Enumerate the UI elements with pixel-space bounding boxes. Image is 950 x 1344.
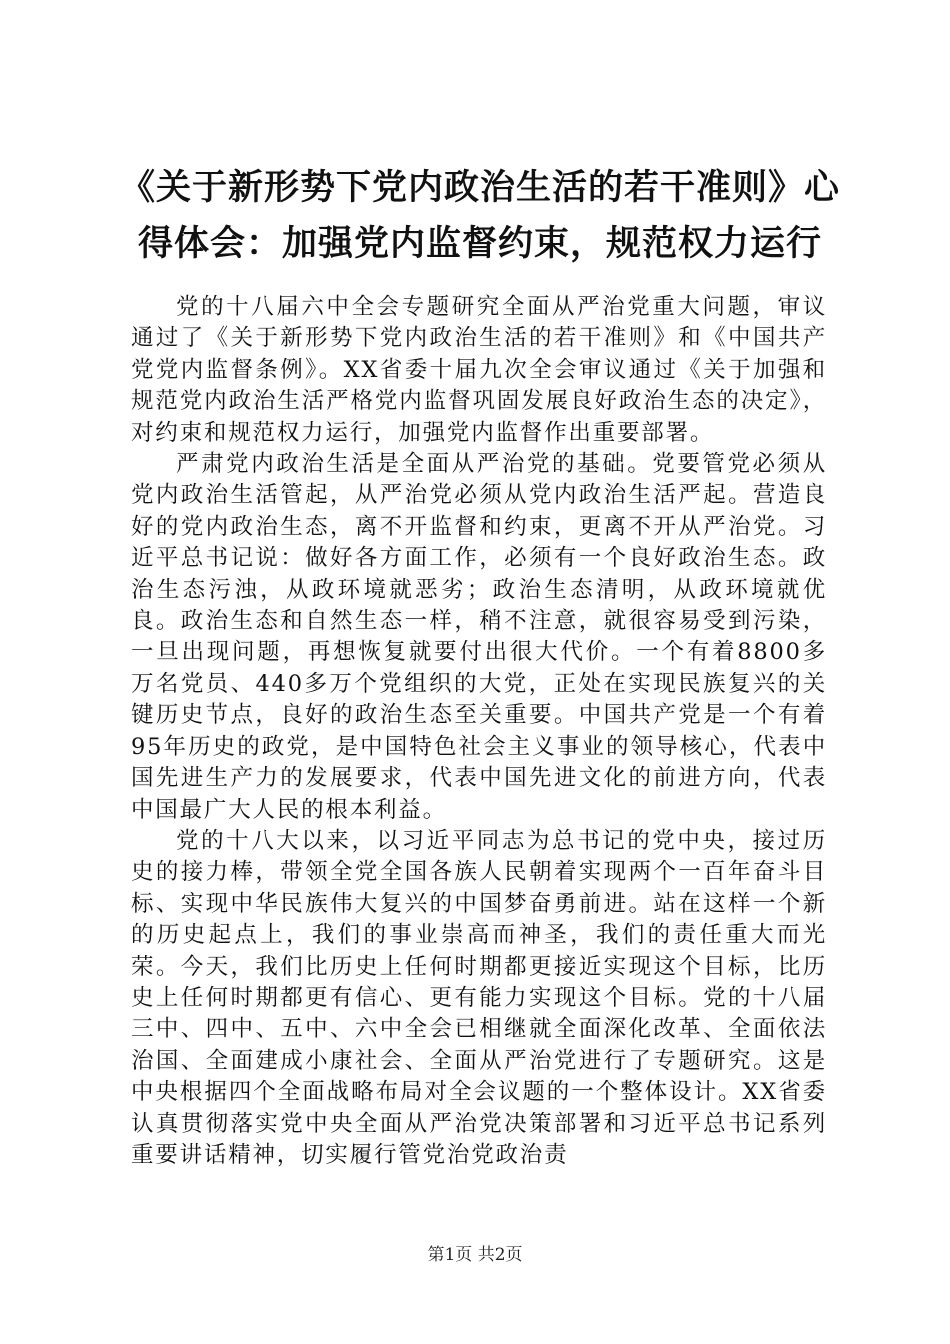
- document-body: [131, 292, 827, 1171]
- paragraph-2: 严肃党内政治生活是全面从严治党的基础。党要管党必须从党内政治生活管起，从严治党必须从党内政治生活严起。营造良好的党内政治生态，离不开监督和约束，更离不开从严治党。习近平总书记说：做好各方面工作，必须有一个良好政治生态。政治生态污浊，从政环境就恶劣；政治生态清明，从政环境就优良。政治生态和自然生态一样，稍不注意，就很容易受到污染，一旦出现问题，再想恢复就要付出很大代价。一个有着8800多万名党员、440多万个党组织的大党，正处在实现民族复兴的关键历史节点，良好的政治生态至关重要。中国共产党是一个有着95年历史的政党，是中国特色社会主义事业的领导核心，代表中国先进生产力的发展要求，代表中国先进文化的前进方向，代表中国最广大人民的根本利益。: [131, 451, 827, 823]
- page-footer: [0, 1243, 950, 1267]
- document-title: 《关于新形势下党内政治生活的若干准则》心得体会：加强党内监督约束，规范权力运行: [120, 167, 841, 264]
- page-number: 第1页 共2页: [427, 1245, 523, 1265]
- paragraph-3: 党的十八大以来，以习近平同志为总书记的党中央，接过历史的接力棒，带领全党全国各族人民朝着实现两个一百年奋斗目标、实现中华民族伟大复兴的中国梦奋勇前进。站在这样一个新的历史起点上，我们的事业崇高而神圣，我们的责任重大而光荣。今天，我们比历史上任何时期都更接近实现这个目标，比历史上任何时期都更有信心、更有能力实现这个目标。党的十八届三中、四中、五中、六中全会已相继就全面深化改革、全面依法治国、全面建成小康社会、全面从严治党进行了专题研究。这是中央根据四个全面战略布局对全会议题的一个整体设计。XX省委认真贯彻落实党中央全面从严治党决策部署和习近平总书记系列重要讲话精神，切实履行管党治党政治责: [131, 827, 827, 1168]
- paragraph-1: 党的十八届六中全会专题研究全面从严治党重大问题，审议通过了《关于新形势下党内政治生活的若干准则》和《中国共产党党内监督条例》。XX省委十届九次全会审议通过《关于加强和规范党内政治生活严格党内监督巩固发展良好政治生态的决定》，对约束和规范权力运行，加强党内监督作出重要部署。: [131, 294, 827, 446]
